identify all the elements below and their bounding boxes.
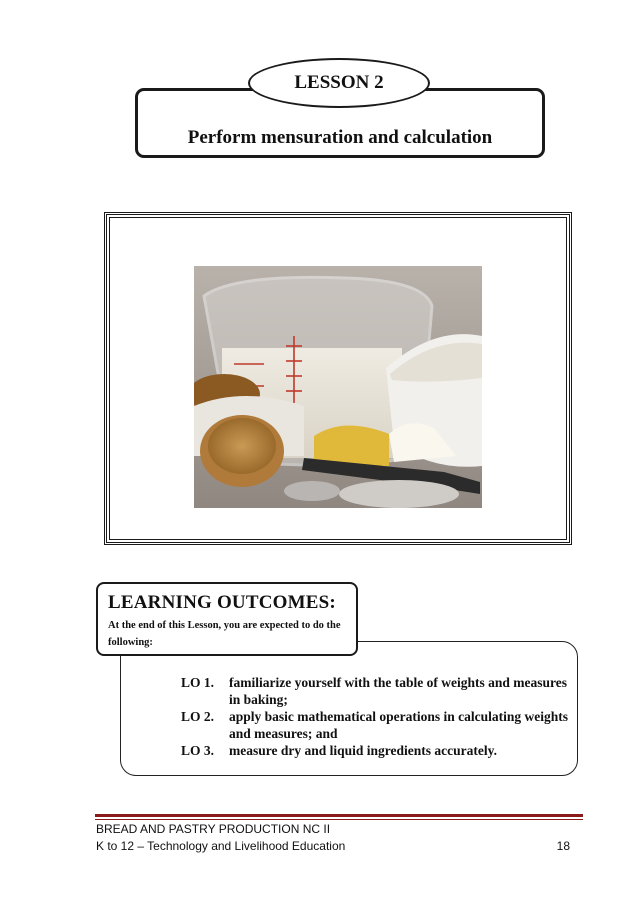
outcome-number: LO 1. bbox=[181, 675, 215, 690]
learning-outcomes-intro: At the end of this Lesson, you are expected to do the following: bbox=[108, 620, 341, 648]
footer-program: K to 12 – Technology and Livelihood Education bbox=[96, 839, 346, 853]
outcome-text: familiarize yourself with the table of weights and measures in baking; bbox=[229, 675, 567, 707]
lesson-label: LESSON 2 bbox=[248, 58, 430, 108]
outcome-number: LO 3. bbox=[181, 743, 215, 758]
learning-outcomes-header bbox=[96, 582, 358, 656]
footer-rule bbox=[95, 814, 583, 817]
page-number: 18 bbox=[556, 839, 570, 853]
lesson-title: Perform mensuration and calculation bbox=[187, 127, 493, 148]
outcome-text: measure dry and liquid ingredients accurately. bbox=[229, 743, 498, 758]
list-item bbox=[181, 742, 571, 759]
list-item bbox=[181, 708, 571, 742]
footer-rule-thin bbox=[95, 819, 583, 820]
footer-course-title: BREAD AND PASTRY PRODUCTION NC II bbox=[96, 822, 331, 836]
outcome-number: LO 2. bbox=[181, 709, 215, 724]
learning-outcomes-list bbox=[181, 674, 571, 759]
measuring-ingredients-photo bbox=[194, 266, 482, 508]
learning-outcomes-heading: LEARNING OUTCOMES: bbox=[108, 592, 336, 613]
list-item bbox=[181, 674, 571, 708]
outcome-text: apply basic mathematical operations in calculating weights and measures; and bbox=[229, 709, 569, 741]
